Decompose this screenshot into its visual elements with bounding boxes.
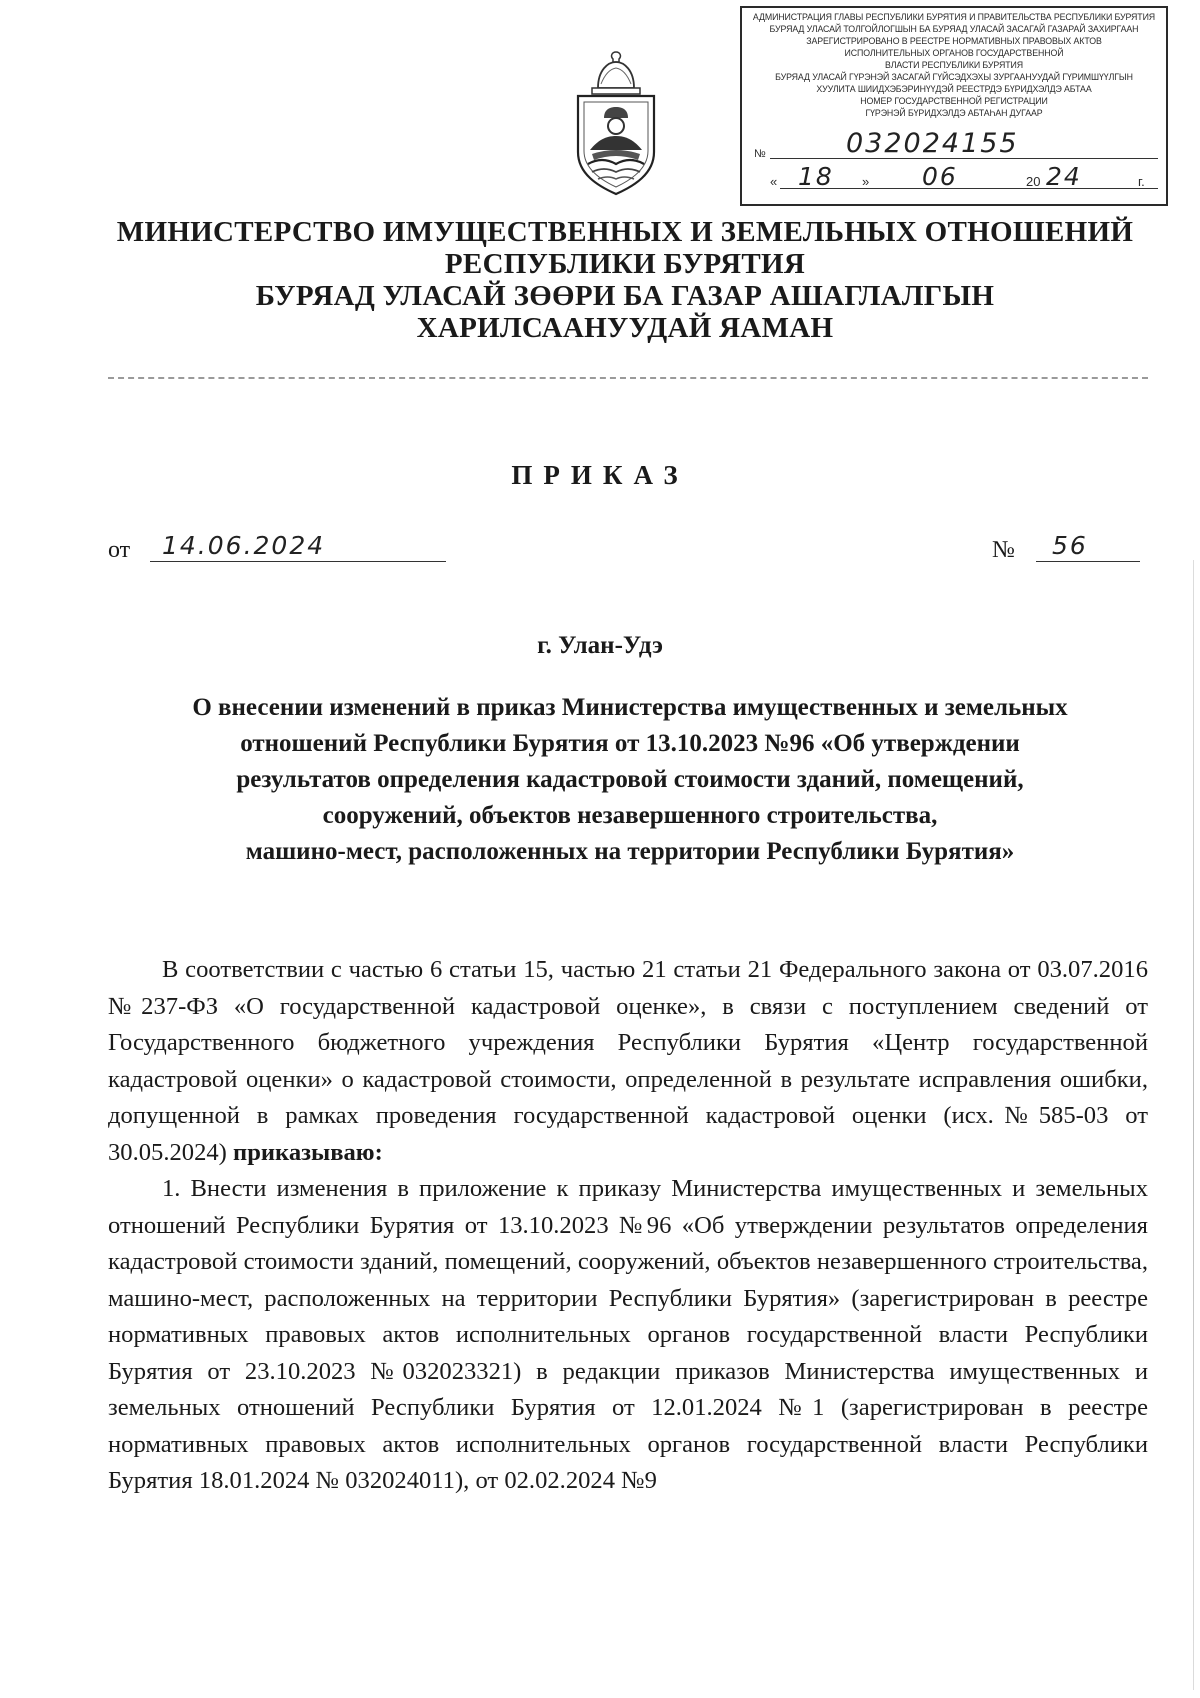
subject-line: О внесении изменений в приказ Министерства имущественных и земельных (192, 694, 1068, 721)
ministry-heading (100, 216, 1150, 344)
stamp-line: АДМИНИСТРАЦИЯ ГЛАВЫ РЕСПУБЛИКИ БУРЯТИЯ И ПРАВИТЕЛЬСТВА РЕСПУБЛИКИ БУРЯТИЯ (752, 12, 1156, 22)
stamp-line: НОМЕР ГОСУДАРСТВЕННОЙ РЕГИСТРАЦИИ (860, 96, 1048, 106)
stamp-line: ХУУЛИТА ШИИДХЭБЭРИНҮҮДЭЙ РЕЕСТРДЭ БҮРИДХЭЛДЭ АБТАА (816, 84, 1092, 94)
subject-line: машино-мест, расположенных на территории Республики Бурятия» (245, 838, 1015, 865)
stamp-line: ИСПОЛНИТЕЛЬНЫХ ОРГАНОВ ГОСУДАРСТВЕННОЙ (844, 48, 1064, 58)
order-number: 56 (1052, 531, 1088, 560)
quote-close: » (862, 174, 870, 189)
number-label: № (992, 537, 1015, 563)
clause-1-paragraph: 1. Внести изменения в приложение к приказу Министерства имущественных и земельных отношений Республики Бурятия от 13.10.2023 №96 «Об утверждении результатов определения кадастровой стоимости зданий, помещений, сооружений, объектов незавершенного строительства, машино-мест, расположенных на территории Республики Бурятия» (зарегистрирован в реестре нормативных правовых актов исполнительных органов государственной власти Республики Бурятия от 23.10.2023 №032023321) в редакции приказов Министерства имущественных и земельных отношений Республики Бурятия от 12.01.2024 №1 (зарегистрирован в реестре нормативных правовых актов исполнительных органов государственной власти Республики Бурятия 18.01.2024 № 032024011), от 02.02.2024 №9 (108, 1175, 1148, 1494)
stamp-line: БУРЯАД УЛАСАЙ ГҮРЭНЭЙ ЗАСАГАЙ ГҮЙСЭДХЭХЫ ЗУРГААНУУДАЙ ГҮРИМШҮҮЛГЫН (775, 72, 1133, 82)
stamp-number-row (754, 128, 1158, 162)
scan-edge-line (1193, 560, 1194, 1690)
order-subject (120, 690, 1140, 870)
order-date: 14.06.2024 (162, 531, 326, 560)
date-underline (150, 561, 446, 562)
registration-day: 18 (798, 162, 834, 191)
year-prefix: 20 (1026, 174, 1041, 189)
preamble-paragraph (108, 952, 1148, 1171)
stamp-date-row (754, 162, 1158, 192)
ministry-name-bua: БУРЯАД УЛАСАЙ ЗӨӨРИ БА ГАЗАР АШАГЛАЛГЫН (255, 280, 995, 312)
registration-year: 24 (1046, 162, 1082, 191)
order-title: ПРИКАЗ (511, 460, 689, 490)
order-directive: приказываю: (233, 1138, 383, 1166)
ministry-name-bua-2: ХАРИЛСААНУУДАЙ ЯАМАН (416, 312, 834, 344)
preamble-text: В соответствии с частью 6 статьи 15, частью 21 статьи 21 Федерального закона от 03.07.2016 №237-ФЗ «О государственной кадастровой оценке», в связи с поступлением сведений от Государственного бюджетного учреждения Республики Бурятия «Центр государственной кадастровой оценки» о кадастровой стоимости, определенной в результате исправления ошибки, допущенной в рамках проведения государственной кадастровой оценки (исх.№585-03 от 30.05.2024) (108, 956, 1148, 1166)
stamp-line: ЗАРЕГИСТРИРОВАНО В РЕЕСТРЕ НОРМАТИВНЫХ ПРАВОВЫХ АКТОВ (806, 36, 1102, 46)
subject-line: отношений Республики Бурятия от 13.10.2023 №96 «Об утверждении (240, 730, 1020, 757)
order-body (108, 952, 1148, 1500)
from-label: от (108, 537, 131, 563)
order-date-row (108, 530, 1148, 570)
quote-open: « (770, 174, 778, 189)
stamp-line: ГҮРЭНЭЙ БҮРИДХЭЛДЭ АБТАҺАН ДУГААР (865, 108, 1043, 118)
registration-stamp (740, 6, 1168, 206)
subject-line: результатов определения кадастровой стоимости зданий, помещений, (236, 766, 1024, 793)
header-divider (108, 377, 1148, 379)
stamp-line: БУРЯАД УЛАСАЙ ТОЛГОЙЛОГШЫН БА БУРЯАД УЛАСАЙ ЗАСАГАЙ ГАЗАРАЙ ЗАХИРГААН (769, 24, 1139, 34)
stamp-line: ВЛАСТИ РЕСПУБЛИКИ БУРЯТИЯ (885, 60, 1023, 70)
number-underline (1036, 561, 1140, 562)
subject-line: сооружений, объектов незавершенного строительства, (322, 802, 938, 829)
year-label: г. (1138, 174, 1145, 189)
registration-month: 06 (922, 162, 958, 191)
coat-of-arms-icon (568, 48, 664, 198)
registration-number: 032024155 (846, 128, 1019, 159)
city-name: г. Улан-Удэ (537, 632, 663, 659)
stamp-number-sign: № (754, 148, 766, 160)
stamp-text (748, 11, 1160, 119)
ministry-name-ru-region: РЕСПУБЛИКИ БУРЯТИЯ (444, 248, 806, 280)
stamp-date-underline (780, 188, 1158, 189)
ministry-name-ru: МИНИСТЕРСТВО ИМУЩЕСТВЕННЫХ И ЗЕМЕЛЬНЫХ ОТНОШЕНИЙ (116, 216, 1134, 248)
